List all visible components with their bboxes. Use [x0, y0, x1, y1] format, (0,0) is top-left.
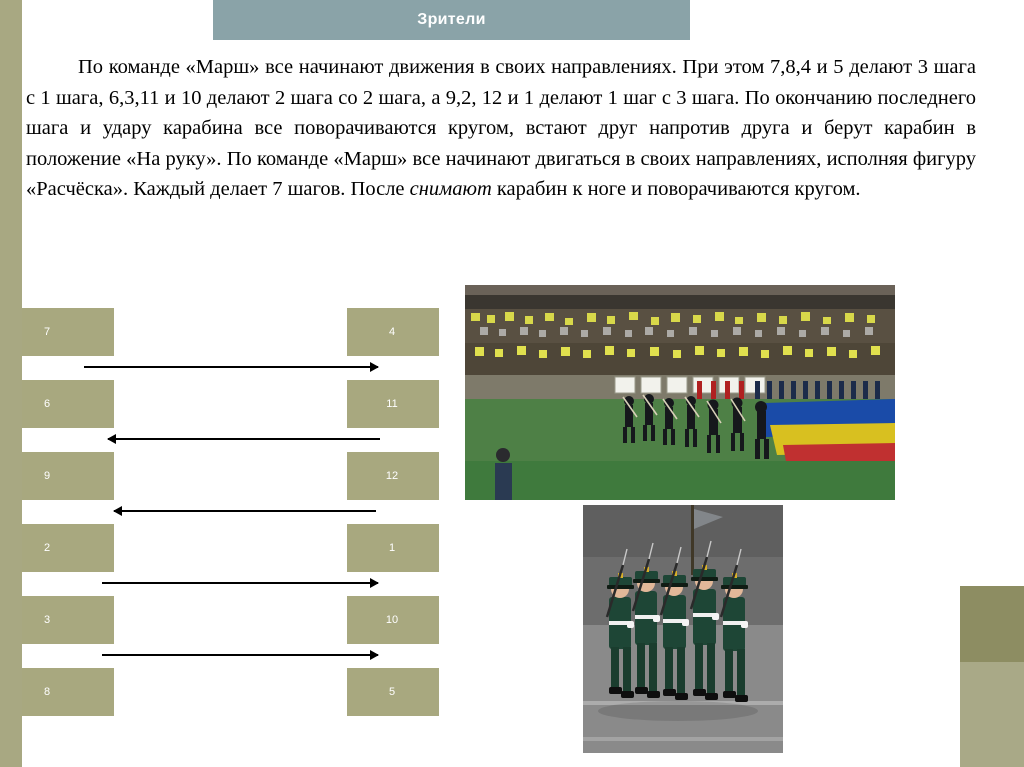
diagram-node-left-2: 9 — [22, 452, 114, 500]
honor-guard-arena-photo — [465, 285, 895, 500]
diagram-arrow-4 — [102, 650, 378, 660]
left-accent-strip-inner — [0, 0, 22, 767]
diagram-node-right-3: 1 — [347, 524, 439, 572]
diagram-node-right-5: 5 — [347, 668, 439, 716]
body-paragraph — [26, 52, 976, 205]
page-title: Зрители — [417, 11, 486, 28]
diagram-node-left-0: 7 — [22, 308, 114, 356]
diagram-node-right-1: 11 — [347, 380, 439, 428]
diagram-node-left-5: 8 — [22, 668, 114, 716]
body-text-part1: По команде «Марш» все начинают движения в своих направлениях. При этом 7,8,4 и 5 делают 3 шага с 1 шага, 6,3,11 и 10 делают 2 шага со 2 шага, а 9,2, 12 и 1 делают 1 шаг с 3 шага. По окончанию последнего шага и удару карабина все поворачиваются кругом, встают друг напротив друга и берут карабин в положение «На руку». По команде «Марш» все начинают двигаться в своих направлениях, исполняя фигуру «Расчёска». Каждый делает 7 шагов. После — [26, 56, 976, 200]
formation-diagram — [22, 300, 442, 730]
diagram-node-right-4: 10 — [347, 596, 439, 644]
right-accent-block-light — [960, 662, 1024, 767]
right-accent-block-dark — [960, 586, 1024, 662]
diagram-node-left-1: 6 — [22, 380, 114, 428]
diagram-node-left-4: 3 — [22, 596, 114, 644]
diagram-arrow-2 — [114, 506, 376, 516]
honor-guard-street-photo — [583, 505, 783, 753]
body-text-part2: карабин к ноге и поворачиваются кругом. — [491, 178, 861, 200]
diagram-arrow-3 — [102, 578, 378, 588]
diagram-arrow-1 — [108, 434, 380, 444]
body-text-italic: снимают — [409, 178, 492, 200]
left-accent-strip — [0, 0, 22, 767]
diagram-node-right-0: 4 — [347, 308, 439, 356]
diagram-node-right-2: 12 — [347, 452, 439, 500]
diagram-arrow-0 — [84, 362, 378, 372]
diagram-node-left-3: 2 — [22, 524, 114, 572]
